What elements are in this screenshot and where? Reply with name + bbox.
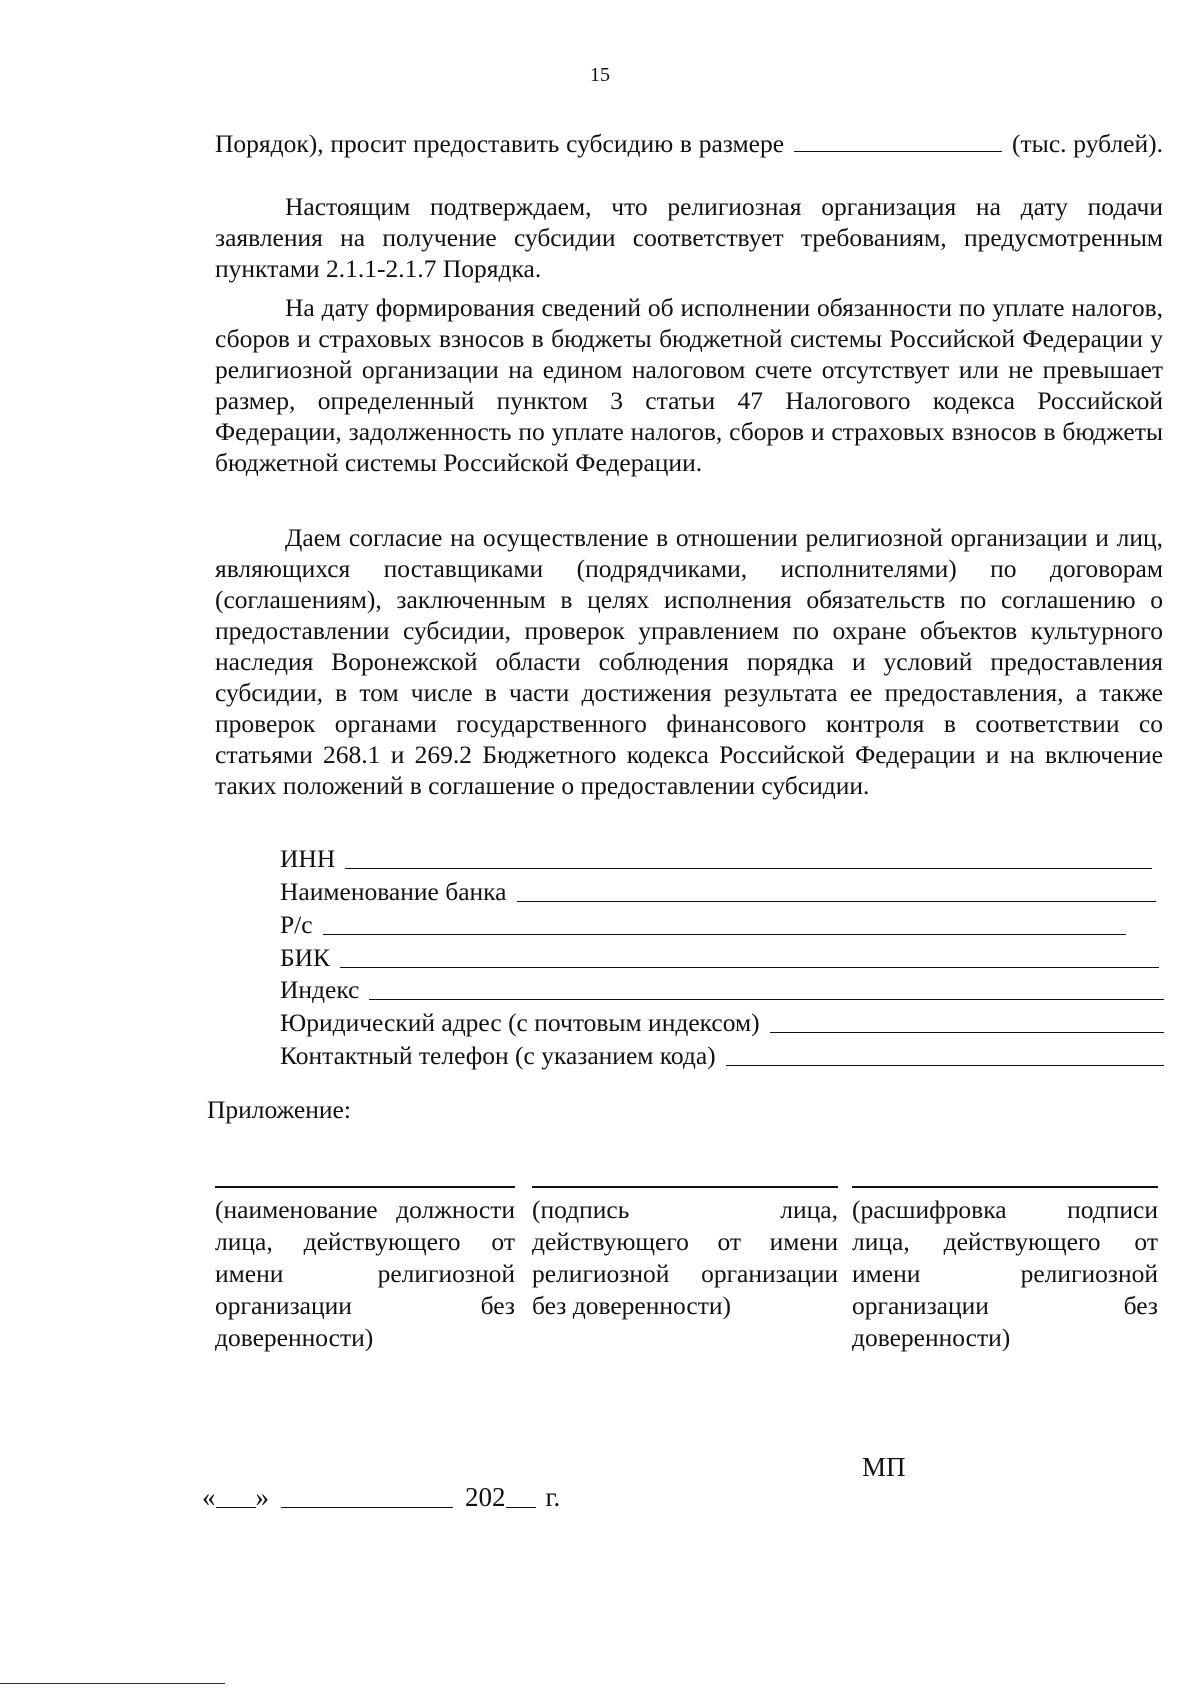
paragraph-confirmation: Настоящим подтверждаем, что религиозная организация на дату подачи заявления на получение субсидии соответствует требованиям, предусмотренным пунктами 2.1.1-2.1.7 Порядка. xyxy=(215,192,1163,283)
signature-caption-decoding: (расшифровка подписи лица, действующего от имени религиозной организации без доверенности) xyxy=(852,1195,1158,1352)
field-bik-label: БИК xyxy=(280,943,331,972)
field-bank-name[interactable] xyxy=(280,877,1156,907)
paragraph-consent: Даем согласие на осуществление в отношении религиозной организации и лиц, являющихся поставщиками (подрядчиками, исполнителями) по договорам (соглашениям), заключенным в целях исполнения обязательств по соглашению о предоставлении субсидии, проверок управлением по охране объектов культурного наследия Воронежской области соблюдения порядка и условий предоставления субсидии, в том числе в части достижения результата ее предоставления, а также проверок органами государственного финансового контроля в соответствии со статьями 268.1 и 269.2 Бюджетного кодекса Российской Федерации и на включение таких положений в соглашение о предоставлении субсидии. xyxy=(215,523,1163,800)
appendix-label: Приложение: xyxy=(207,1095,351,1124)
date-year-blank[interactable] xyxy=(506,1485,536,1508)
subsidy-request-text: Порядок), просит предоставить субсидию в размере xyxy=(215,129,785,158)
field-legal-address-label: Юридический адрес (с почтовым индексом) xyxy=(280,1008,760,1037)
date-year-suffix: г. xyxy=(545,1482,561,1512)
date-row xyxy=(202,1482,560,1513)
signature-line-position[interactable] xyxy=(215,1186,515,1188)
page-number: 15 xyxy=(590,64,610,86)
field-bik-line[interactable] xyxy=(340,967,1159,968)
field-bank-name-line[interactable] xyxy=(517,901,1157,902)
field-account[interactable] xyxy=(280,910,1126,940)
signature-line-decoding[interactable] xyxy=(852,1186,1158,1188)
subsidy-amount-blank[interactable] xyxy=(794,129,1002,152)
signature-caption-signature: (подпись лица, действующего от имени религиозной организации без доверенности) xyxy=(532,1195,838,1320)
signature-line-signature[interactable] xyxy=(532,1186,838,1188)
field-inn-line[interactable] xyxy=(345,868,1152,869)
date-open-quote: « xyxy=(202,1482,216,1512)
field-phone-label: Контактный телефон (с указанием кода) xyxy=(280,1041,716,1070)
field-account-label: Р/с xyxy=(280,910,313,939)
bottom-rule xyxy=(0,1683,225,1684)
stamp-place-label: МП xyxy=(862,1452,906,1482)
paragraph-subsidy-request xyxy=(215,128,1163,159)
field-legal-address[interactable] xyxy=(280,1008,1164,1038)
date-day-blank[interactable] xyxy=(216,1485,256,1508)
date-close-quote: » xyxy=(255,1482,269,1512)
subsidy-unit-text: (тыс. рублей). xyxy=(1012,129,1164,158)
field-phone-line[interactable] xyxy=(726,1065,1164,1066)
field-index-label: Индекс xyxy=(280,975,360,1004)
paragraph-tax-debt: На дату формирования сведений об исполнении обязанности по уплате налогов, сборов и страховых взносов в бюджеты бюджетной системы Российской Федерации у религиозной организации на едином налоговом счете отсутствует или не превышает размер, определенный пунктом 3 статьи 47 Налогового кодекса Российской Федерации, задолженность по уплате налогов, сборов и страховых взносов в бюджеты бюджетной системы Российской Федерации. xyxy=(215,293,1163,477)
field-legal-address-line[interactable] xyxy=(770,1032,1164,1033)
field-index-line[interactable] xyxy=(369,999,1164,1000)
field-inn-label: ИНН xyxy=(280,844,336,873)
field-phone[interactable] xyxy=(280,1041,1164,1071)
date-year-prefix: 202 xyxy=(465,1482,506,1512)
signature-caption-position: (наименование должности лица, действующего от имени религиозной организации без доверенности) xyxy=(215,1195,515,1352)
field-index[interactable] xyxy=(280,975,1164,1005)
field-bik[interactable] xyxy=(280,943,1159,973)
field-inn[interactable] xyxy=(280,844,1152,874)
date-month-blank[interactable] xyxy=(281,1485,453,1508)
field-account-line[interactable] xyxy=(323,934,1126,935)
field-bank-name-label: Наименование банка xyxy=(280,877,507,906)
